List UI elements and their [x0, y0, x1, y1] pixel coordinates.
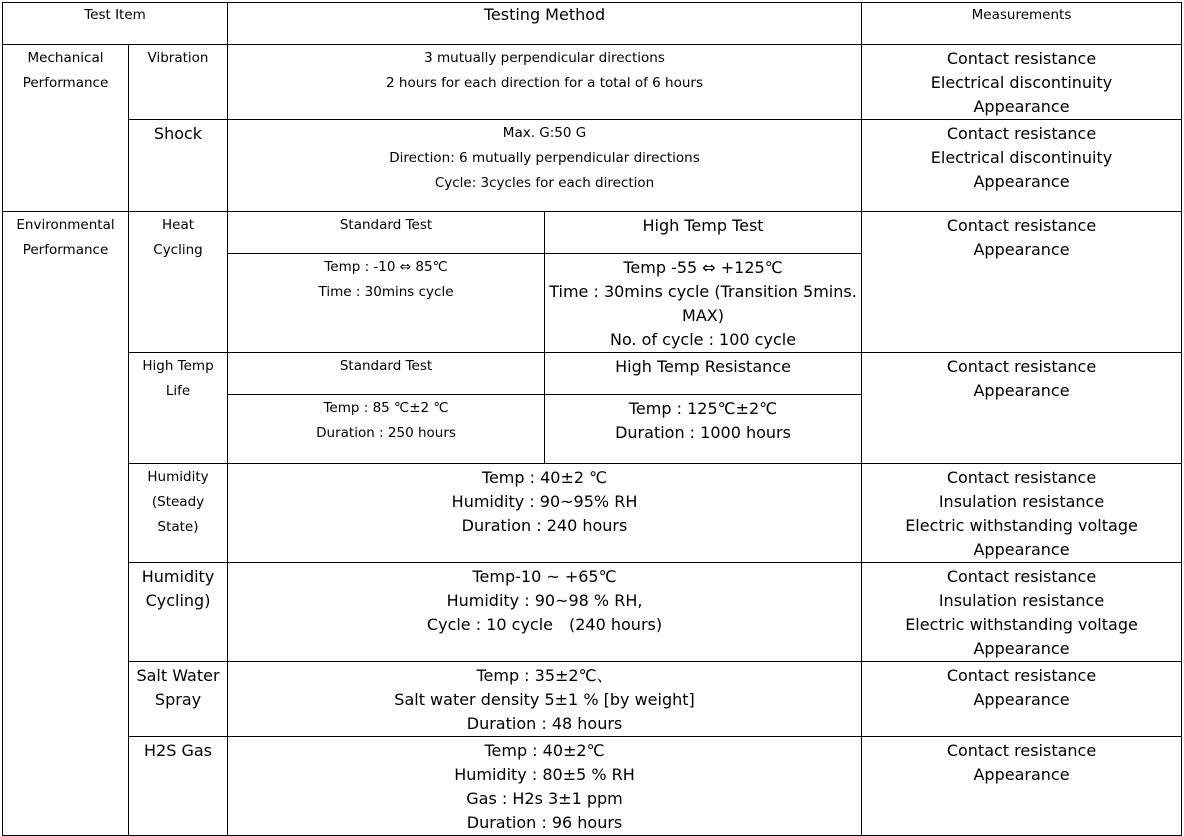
method-vibration: 3 mutually perpendicular directions 2 hours for each direction for a total of 6 hours	[228, 45, 862, 120]
table-row	[3, 353, 1182, 395]
measurements-heat-cycling: Contact resistance Appearance	[862, 212, 1182, 353]
header-measurements: Measurements	[862, 3, 1182, 45]
method-humidity-cycling: Temp-10 ~ +65℃ Humidity : 90~98 % RH, Cycle : 10 cycle (240 hours)	[228, 563, 862, 662]
item-high-temp-life: High Temp Life	[129, 353, 228, 464]
measurements-humidity-cycling: Contact resistance Insulation resistance Electric withstanding voltage Appearance	[862, 563, 1182, 662]
header-testing-method: Testing Method	[228, 3, 862, 45]
header-row	[3, 3, 1182, 45]
measurements-shock: Contact resistance Electrical discontinuity Appearance	[862, 120, 1182, 212]
table-row	[3, 120, 1182, 212]
header-test-item: Test Item	[3, 3, 228, 45]
table-row	[3, 45, 1182, 120]
heat-cycling-standard-values: Temp : -10 ⇔ 85℃ Time : 30mins cycle	[228, 254, 545, 353]
table-row	[3, 563, 1182, 662]
high-temp-life-standard-values: Temp : 85 ℃±2 ℃ Duration : 250 hours	[228, 395, 545, 464]
method-shock: Max. G:50 G Direction: 6 mutually perpendicular directions Cycle: 3cycles for each direction	[228, 120, 862, 212]
heat-cycling-high-temp-header: High Temp Test	[545, 212, 862, 254]
high-temp-life-resistance-values: Temp : 125℃±2℃ Duration : 1000 hours	[545, 395, 862, 464]
measurements-salt-water-spray: Contact resistance Appearance	[862, 662, 1182, 737]
method-salt-water-spray: Temp : 35±2℃、 Salt water density 5±1 % [by weight] Duration : 48 hours	[228, 662, 862, 737]
method-humidity-steady-state: Temp : 40±2 ℃ Humidity : 90~95% RH Duration : 240 hours	[228, 464, 862, 563]
measurements-h2s-gas: Contact resistance Appearance	[862, 737, 1182, 836]
item-humidity-steady-state: Humidity (Steady State)	[129, 464, 228, 563]
table-row	[3, 737, 1182, 836]
item-shock: Shock	[129, 120, 228, 212]
measurements-humidity-steady-state: Contact resistance Insulation resistance Electric withstanding voltage Appearance	[862, 464, 1182, 563]
item-vibration: Vibration	[129, 45, 228, 120]
test-spec-table	[2, 2, 1182, 836]
high-temp-life-standard-header: Standard Test	[228, 353, 545, 395]
table-row	[3, 662, 1182, 737]
item-humidity-cycling: Humidity Cycling)	[129, 563, 228, 662]
measurements-high-temp-life: Contact resistance Appearance	[862, 353, 1182, 464]
group-environmental-performance: Environmental Performance	[3, 212, 129, 836]
table-row	[3, 464, 1182, 563]
heat-cycling-standard-header: Standard Test	[228, 212, 545, 254]
measurements-vibration: Contact resistance Electrical discontinuity Appearance	[862, 45, 1182, 120]
group-mechanical-performance: Mechanical Performance	[3, 45, 129, 212]
item-heat-cycling: Heat Cycling	[129, 212, 228, 353]
table-row	[3, 212, 1182, 254]
method-h2s-gas: Temp : 40±2℃ Humidity : 80±5 % RH Gas : H2s 3±1 ppm Duration : 96 hours	[228, 737, 862, 836]
high-temp-life-resistance-header: High Temp Resistance	[545, 353, 862, 395]
item-salt-water-spray: Salt Water Spray	[129, 662, 228, 737]
heat-cycling-high-temp-values: Temp -55 ⇔ +125℃ Time : 30mins cycle (Transition 5mins. MAX) No. of cycle : 100 cycle	[545, 254, 862, 353]
item-h2s-gas: H2S Gas	[129, 737, 228, 836]
